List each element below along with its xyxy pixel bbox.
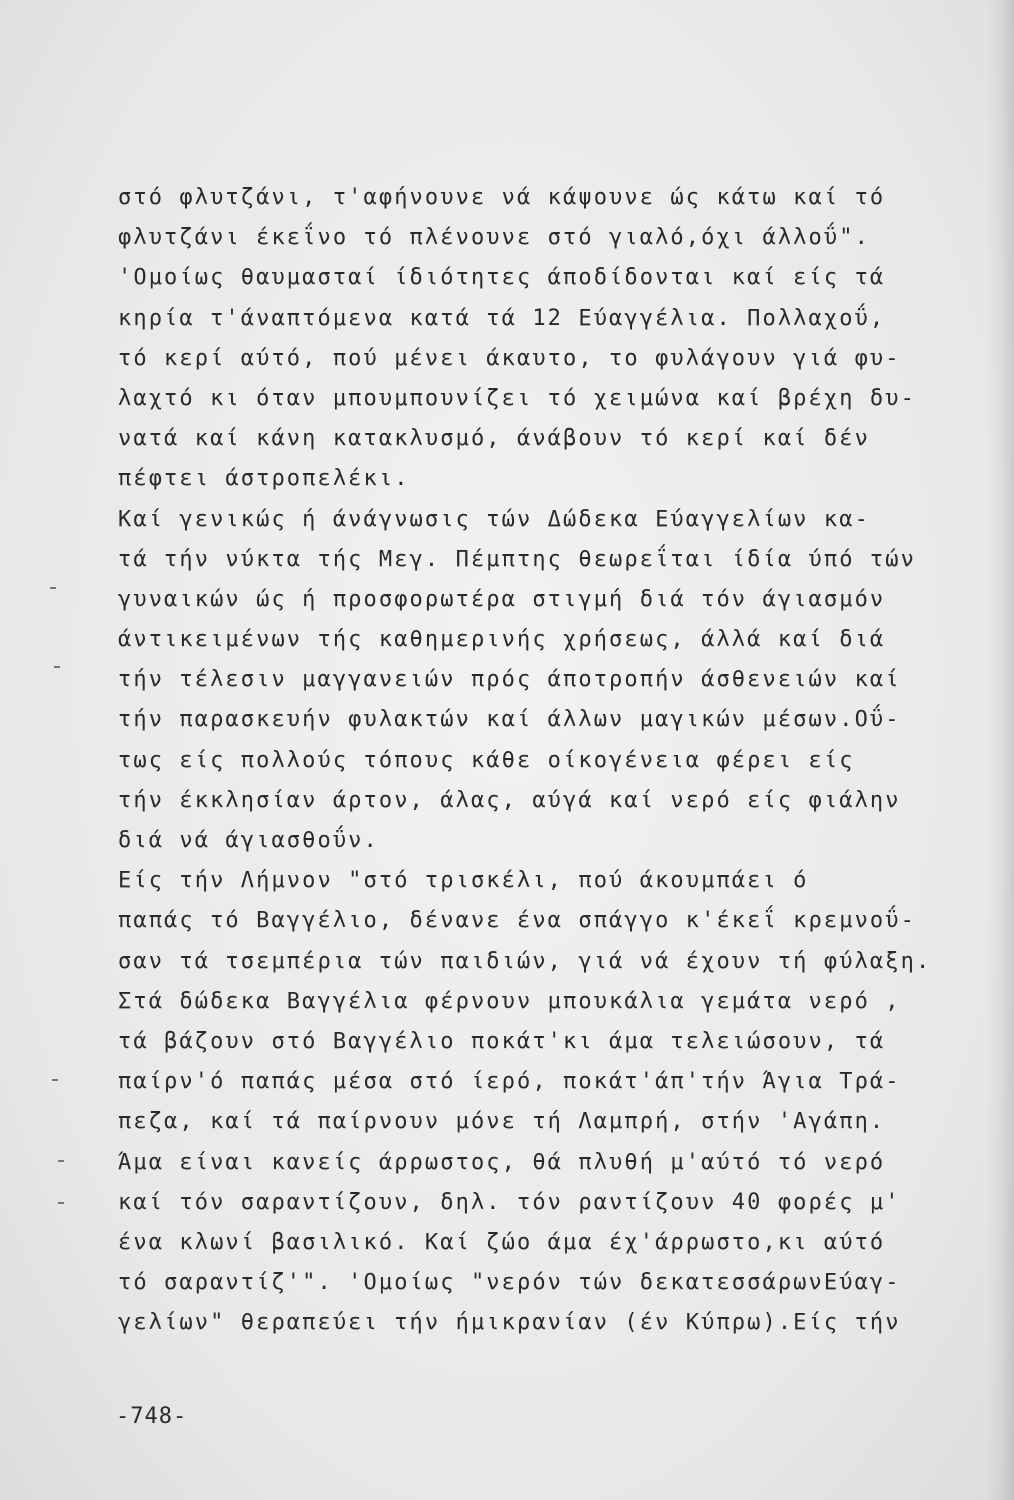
margin-mark [58, 1202, 64, 1204]
text-line: λαχτό κι όταν μπουμπουνίζει τό χειμώνα καί βρέχη δυ- [118, 385, 916, 411]
text-line: στό φλυτζάνι, τ'αφήνουνε νά κάψουνε ώς κάτω καί τό [118, 185, 886, 210]
text-line: τήν έκκλησίαν άρτον, άλας, αύγά καί νερό είς φιάλην [118, 787, 901, 813]
text-line: πέφτει άστροπελέκι. [118, 466, 410, 492]
text-line: γελίων" θεραπεύει τήν ήμικρανίαν (έν Κύπρω).Είς τήν [118, 1310, 901, 1336]
text-line: Καί γενικώς ή άνάγνωσις τών Δώδεκα Εύαγγελίων κα- [118, 506, 870, 532]
text-line: άντικειμένων τής καθημερινής χρήσεως, άλλά καί διά [118, 627, 886, 653]
text-line: παίρν'ό παπάς μέσα στό ίερό, ποκάτ'άπ'τήν Άγια Τρά- [118, 1069, 901, 1095]
text-line: Στά δώδεκα Βαγγέλια φέρνουν μπουκάλια γεμάτα νερό , [118, 988, 901, 1014]
text-line: παπάς τό Βαγγέλιο, δένανε ένα σπάγγο κ'έκεΐ κρεμνοΰ- [118, 908, 916, 934]
margin-mark [58, 1160, 64, 1162]
text-line: πεζα, καί τά παίρνουν μόνε τή Λαμπρή, στήν 'Αγάπη. [118, 1109, 886, 1135]
text-line: κηρία τ'άναπτόμενα κατά τά 12 Εύαγγέλια. Πολλαχοΰ, [118, 305, 886, 331]
text-line: τήν τέλεσιν μαγγανειών πρός άποτροπήν άσθενειών καί [118, 667, 901, 693]
text-line: Είς τήν Λήμνον "στό τρισκέλι, πού άκουμπάει ό [118, 868, 809, 894]
text-line: τως είς πολλούς τόπους κάθε οίκογένεια φέρει είς [118, 747, 855, 773]
page-number: -748- [116, 1404, 188, 1429]
text-line: Άμα είναι κανείς άρρωστος, θά πλυθή μ'αύτό τό νερό [118, 1149, 886, 1175]
text-line: σαν τά τσεμπέρια τών παιδιών, γιά νά έχουν τή φύλαξη. [118, 948, 932, 974]
text-line: τό κερί αύτό, πού μένει άκαυτο, το φυλάγουν γιά φυ- [118, 345, 901, 371]
margin-mark [54, 666, 60, 668]
text-line: τά βάζουν στό Βαγγέλιο ποκάτ'κι άμα τελειώσουν, τά [118, 1028, 886, 1054]
text-line: διά νά άγιασθοΰν. [118, 828, 379, 853]
text-line: 'Ομοίως θαυμασταί ίδιότητες άποδίδονται καί είς τά [118, 265, 886, 291]
text-line: καί τόν σαραντίζουν, δηλ. τόν ραντίζουν 40 φορές μ' [118, 1189, 901, 1215]
text-line: γυναικών ώς ή προσφορωτέρα στιγμή διά τόν άγιασμόν [118, 586, 886, 612]
text-line: τά τήν νύκτα τής Μεγ. Πέμπτης θεωρεΐται ίδία ύπό τών [118, 546, 916, 572]
text-line: τό σαραντίζ'". 'Ομοίως "νερόν τών δεκατεσσάρωνΕύαγ- [118, 1270, 901, 1296]
body-text [118, 178, 978, 1343]
text-line: τήν παρασκευήν φυλακτών καί άλλων μαγικών μέσων.Οΰ- [118, 707, 901, 733]
margin-mark [52, 1079, 58, 1081]
text-line: ένα κλωνί βασιλικό. Καί ζώο άμα έχ'άρρωστο,κι αύτό [118, 1229, 886, 1255]
text-line: νατά καί κάνη κατακλυσμό, άνάβουν τό κερί καί δέν [118, 426, 870, 452]
page-edge-shadow [988, 0, 1014, 1500]
margin-mark [50, 587, 56, 589]
text-line: φλυτζάνι έκεΐνο τό πλένουνε στό γιαλό,όχι άλλοΰ". [118, 225, 870, 251]
